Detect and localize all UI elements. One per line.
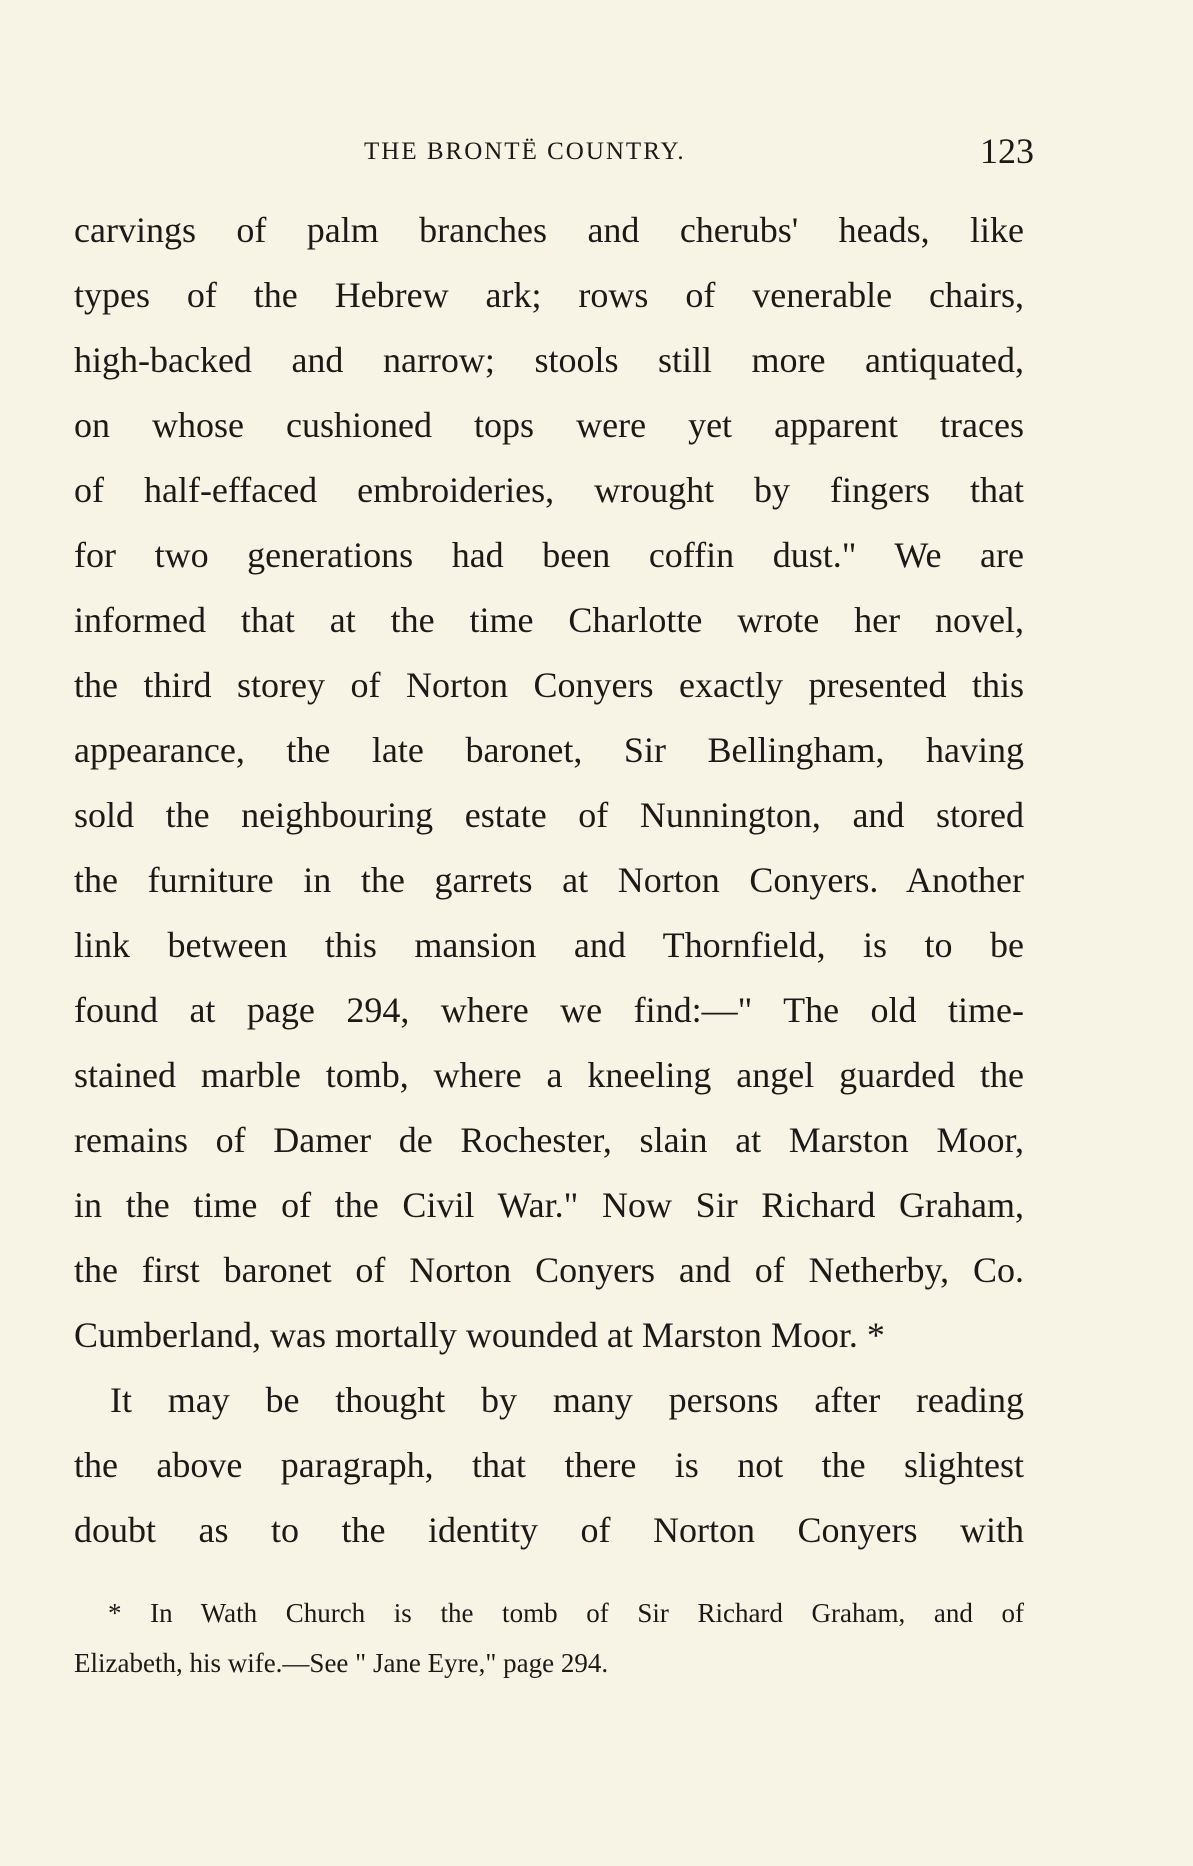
text-line: on whose cushioned tops were yet apparent traces: [74, 405, 1024, 445]
page-number: 123: [980, 131, 1034, 171]
text-line: the third storey of Norton Conyers exactly presented this: [74, 665, 1024, 705]
text-line: in the time of the Civil War." Now Sir Richard Graham,: [74, 1185, 1024, 1225]
text-line: the furniture in the garrets at Norton Conyers. Another: [74, 860, 1024, 900]
text-line: stained marble tomb, where a kneeling angel guarded the: [74, 1055, 1024, 1095]
text-line: It may be thought by many persons after reading: [110, 1380, 1024, 1420]
text-line: found at page 294, where we find:—" The old time-: [74, 990, 1024, 1030]
text-line: link between this mansion and Thornfield, is to be: [74, 925, 1024, 965]
running-title: THE BRONTË COUNTRY.: [364, 138, 686, 165]
text-line: of half-effaced embroideries, wrought by fingers that: [74, 470, 1024, 510]
text-line: sold the neighbouring estate of Nunnington, and stored: [74, 795, 1024, 835]
text-line: doubt as to the identity of Norton Conyers with: [74, 1510, 1024, 1550]
footnote-line: Elizabeth, his wife.—See " Jane Eyre," page 294.: [74, 1648, 609, 1678]
text-line: high-backed and narrow; stools still more antiquated,: [74, 340, 1024, 380]
body-text: [74, 198, 1024, 1563]
text-line: informed that at the time Charlotte wrote her novel,: [74, 600, 1024, 640]
text-line: the first baronet of Norton Conyers and of Netherby, Co.: [74, 1250, 1024, 1290]
text-line: carvings of palm branches and cherubs' heads, like: [74, 210, 1024, 250]
text-line: Cumberland, was mortally wounded at Marston Moor. *: [74, 1315, 885, 1355]
text-line: the above paragraph, that there is not the slightest: [74, 1445, 1024, 1485]
footnotes: [74, 1588, 1024, 1688]
running-head: [74, 130, 1034, 170]
text-line: remains of Damer de Rochester, slain at Marston Moor,: [74, 1120, 1024, 1160]
footnote-line: * In Wath Church is the tomb of Sir Richard Graham, and of: [108, 1598, 1024, 1628]
text-line: appearance, the late baronet, Sir Bellingham, having: [74, 730, 1024, 770]
text-line: for two generations had been coffin dust." We are: [74, 535, 1024, 575]
text-line: types of the Hebrew ark; rows of venerable chairs,: [74, 275, 1024, 315]
